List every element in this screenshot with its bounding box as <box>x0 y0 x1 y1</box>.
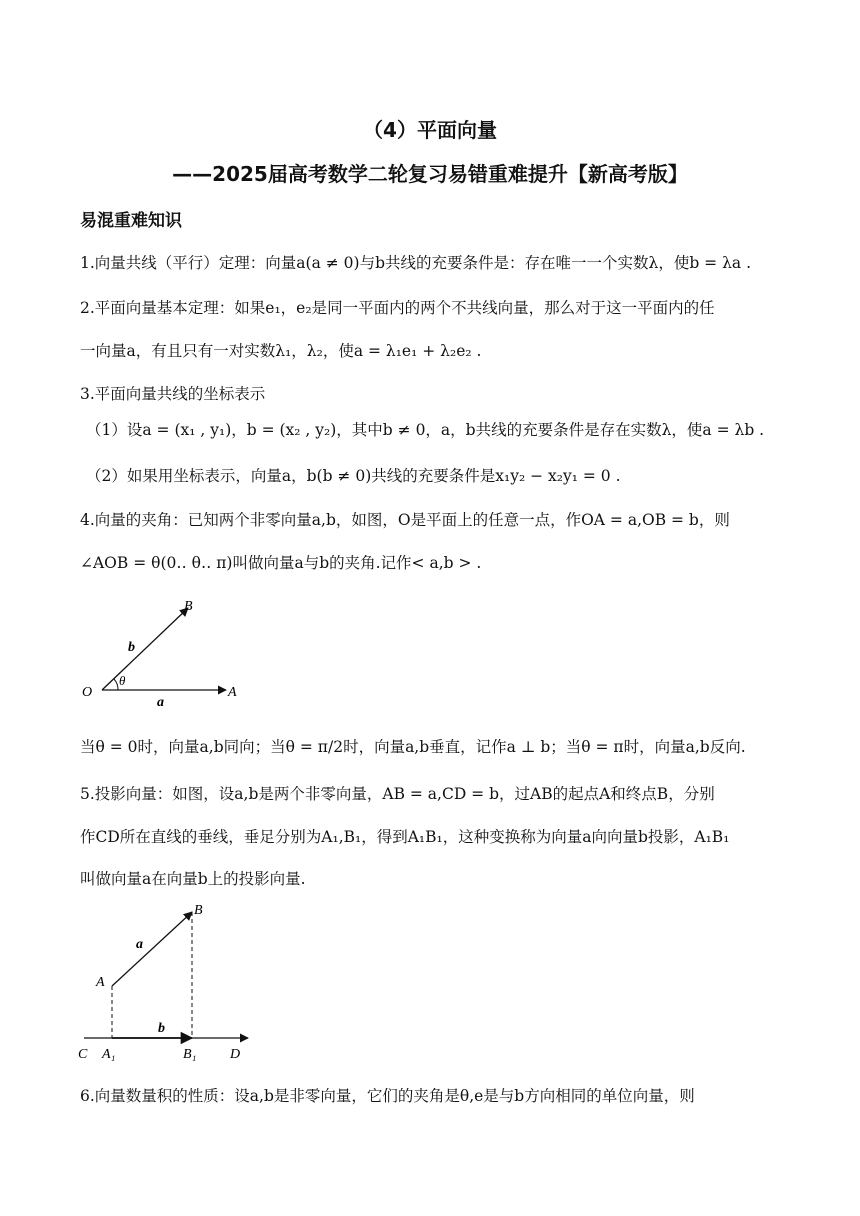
fig2-label-a1: A₁ <box>102 1047 116 1062</box>
line-8: ∠AOB = θ(0‥ θ‥ π)叫做向量a与b的夹角.记作< a,b > . <box>80 554 482 572</box>
fig2-label-b1: B₁ <box>183 1047 197 1062</box>
fig2-label-a-vector: a <box>136 937 143 952</box>
document-subtitle: ——2025届高考数学二轮复习易错重难提升【新高考版】 <box>172 162 688 186</box>
line-10: 5.投影向量：如图，设a,b是两个非零向量，AB = a,CD = b，过AB的起点A和终点B，分别 <box>80 785 715 803</box>
fig2-label-d: D <box>230 1047 241 1062</box>
fig2-label-a-point: A <box>96 975 105 990</box>
line-11: 作CD所在直线的垂线，垂足分别为A₁,B₁，得到A₁B₁，这种变换称为向量a向向量b投影，A₁B₁ <box>80 828 730 846</box>
fig1-label-a-point: A <box>228 685 237 700</box>
line-6: （2）如果用坐标表示，向量a，b(b ≠ 0)共线的充要条件是x₁y₂ − x₂y₁ = 0 . <box>86 467 621 485</box>
line-13: 6.向量数量积的性质：设a,b是非零向量，它们的夹角是θ,e是与b方向相同的单位向量，则 <box>80 1087 695 1105</box>
projection-figure <box>74 898 264 1068</box>
angle-figure <box>78 596 258 711</box>
line-4: 3.平面向量共线的坐标表示 <box>80 385 266 403</box>
line-9: 当θ = 0时，向量a,b同向；当θ = π/2时，向量a,b垂直，记作a ⊥ b；当θ = π时，向量a,b反向. <box>80 738 746 756</box>
fig1-label-theta: θ <box>119 673 126 688</box>
fig2-label-c: C <box>78 1047 88 1062</box>
fig1-label-a-vector: a <box>157 695 164 710</box>
line-12: 叫做向量a在向量b上的投影向量. <box>80 870 306 888</box>
fig1-label-b-vector: b <box>128 640 135 655</box>
fig1-label-o: O <box>82 685 93 700</box>
document-title: （4）平面向量 <box>363 118 497 142</box>
line-1: 1.向量共线（平行）定理：向量a(a ≠ 0)与b共线的充要条件是：存在唯一一个实数λ，使b = λa . <box>80 254 751 272</box>
fig2-label-b-point: B <box>194 903 203 918</box>
line-5: （1）设a = (x₁ , y₁)，b = (x₂ , y₂)，其中b ≠ 0，a，b共线的充要条件是存在实数λ，使a = λb . <box>86 421 765 439</box>
section-heading: 易混重难知识 <box>80 211 182 231</box>
line-2: 2.平面向量基本定理：如果e₁，e₂是同一平面内的两个不共线向量，那么对于这一平面内的任 <box>80 299 715 317</box>
fig2-label-b-vector: b <box>158 1021 165 1036</box>
line-7: 4.向量的夹角：已知两个非零向量a,b，如图，O是平面上的任意一点，作OA = a,OB = b，则 <box>80 511 730 529</box>
line-3: 一向量a，有且只有一对实数λ₁，λ₂，使a = λ₁e₁ + λ₂e₂ . <box>80 342 482 360</box>
fig1-label-b-point: B <box>184 599 193 614</box>
